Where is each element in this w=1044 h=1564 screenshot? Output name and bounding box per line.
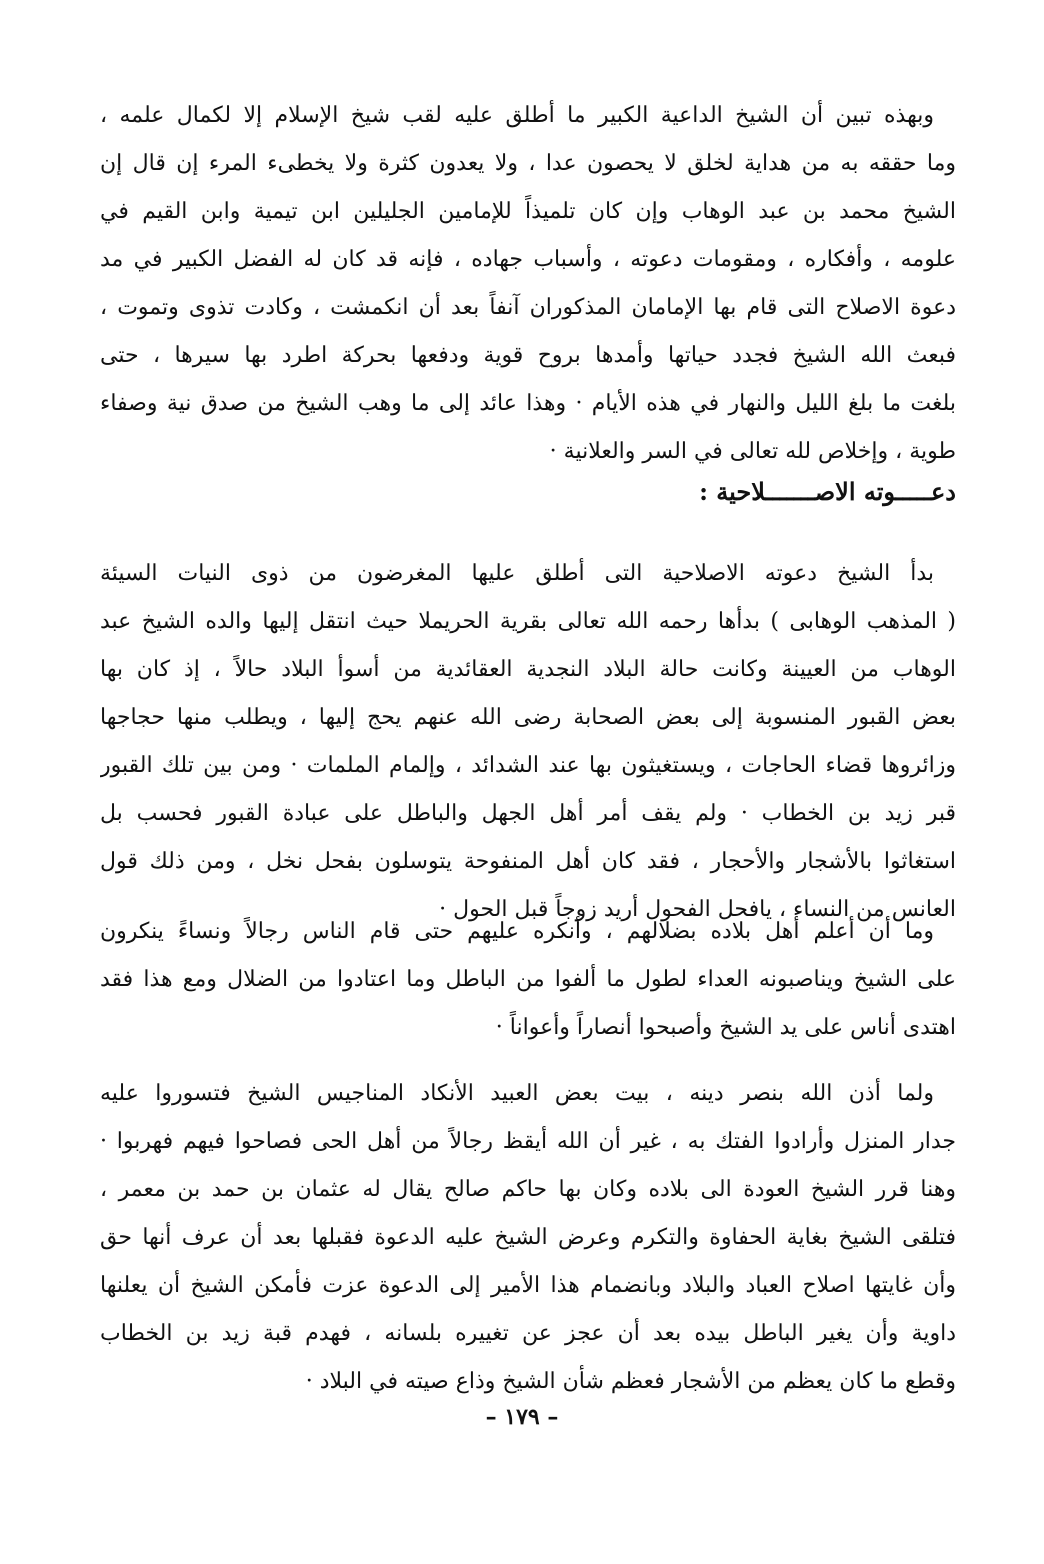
paragraph-4: [100, 1070, 956, 1406]
text-line: وما حققه به من هداية لخلق لا يحصون عدا ، ولا يعدون كثرة ولا يخطىء المرء إن قال إن: [100, 151, 956, 176]
page-number: – ١٧٩ –: [485, 1404, 559, 1430]
text-line: وقطع ما كان يعظم من الأشجار فعظم شأن الشيخ وذاع صيته في البلاد ·: [305, 1369, 956, 1394]
text-line: داوية وأن يغير الباطل بيده بعد أن عجز عن تغييره بلسانه ، فهدم قبة زيد بن الخطاب: [100, 1321, 956, 1346]
text-line: فتلقى الشيخ بغاية الحفاوة والتكرم وعرض الشيخ عليه الدعوة فقبلها بعد أن عرف أنها حق: [100, 1225, 956, 1250]
section-heading: دعـــــوته الاصـــــــلاحية :: [699, 477, 956, 506]
text-line: جدار المنزل وأرادوا الفتك به ، غير أن الله أيقظ رجالاً من أهل الحى فصاحوا فيهم فهربوا ·: [100, 1129, 956, 1154]
text-line: طوية ، وإخلاص لله تعالى في السر والعلانية ·: [549, 439, 956, 464]
text-line: اهتدى أناس على يد الشيخ وأصبحوا أنصاراً وأعواناً ·: [495, 1015, 956, 1040]
text-line: علومه ، وأفكاره ، ومقومات دعوته ، وأسباب جهاده ، فإنه قد كان له الفضل الكبير في مد: [100, 247, 956, 272]
text-line: الشيخ محمد بن عبد الوهاب وإن كان تلميذاً للإمامين الجليلين ابن تيمية وابن القيم في: [100, 199, 956, 224]
paragraph-2: [100, 550, 956, 934]
text-line: قبر زيد بن الخطاب · ولم يقف أمر أهل الجهل والباطل على عبادة القبور فحسب بل: [100, 801, 956, 826]
paragraph-3: [100, 908, 956, 1052]
text-line: استغاثوا بالأشجار والأحجار ، فقد كان أهل المنفوحة يتوسلون بفحل نخل ، ومن ذلك قول: [100, 849, 956, 874]
text-line: وزائروها قضاء الحاجات ، ويستغيثون بها عند الشدائد ، وإلمام الملمات · ومن بين تلك القبور: [100, 753, 956, 778]
text-line: بلغت ما بلغ الليل والنهار في هذه الأيام · وهذا عائد إلى ما وهب الشيخ من صدق نية وصفاء: [100, 391, 956, 416]
text-line: الوهاب من العيينة وكانت حالة البلاد النجدية العقائدية من أسوأ البلاد حالاً ، إذ كان بها: [100, 657, 956, 682]
text-line: وما أن أعلم أهل بلاده بضلالهم ، وأنكره عليهم حتى قام الناس رجالاً ونساءً ينكرون: [100, 919, 934, 944]
text-line: ( المذهب الوهابى ) بدأها رحمه الله تعالى بقرية الحريملا حيث انتقل إليها والده الشيخ عبد: [100, 609, 956, 634]
text-line: وبهذه تبين أن الشيخ الداعية الكبير ما أطلق عليه لقب شيخ الإسلام إلا لكمال علمه ،: [100, 103, 934, 128]
text-line: وأن غايتها اصلاح العباد والبلاد وبانضمام هذا الأمير إلى الدعوة عزت فأمكن الشيخ أن يعلنها: [100, 1273, 956, 1298]
text-line: بدأ الشيخ دعوته الاصلاحية التى أطلق عليها المغرضون من ذوى النيات السيئة: [100, 561, 934, 586]
text-line: وهنا قرر الشيخ العودة الى بلاده وكان بها حاكم صالح يقال له عثمان بن حمد بن معمر ،: [100, 1177, 956, 1202]
text-line: على الشيخ ويناصبونه العداء لطول ما ألفوا من الباطل وما اعتادوا من الضلال ومع هذا فقد: [100, 967, 956, 992]
text-line: دعوة الاصلاح التى قام بها الإمامان المذكوران آنفاً بعد أن انكمشت ، وكادت تذوى وتموت ،: [100, 295, 956, 320]
text-line: ولما أذن الله بنصر دينه ، بيت بعض العبيد الأنكاد المناجيس الشيخ فتسوروا عليه: [100, 1081, 934, 1106]
paragraph-1: [100, 92, 956, 476]
text-line: بعض القبور المنسوبة إلى بعض الصحابة رضى الله عنهم يحج إليها ، ويطلب منها حجاجها: [100, 705, 956, 730]
text-line: العانس من النساء ، يافحل الفحول أريد زوجاً قبل الحول ·: [439, 897, 956, 922]
text-line: فبعث الله الشيخ فجدد حياتها وأمدها بروح قوية ودفعها بحركة اطرد بها سيرها ، حتى: [100, 343, 956, 368]
